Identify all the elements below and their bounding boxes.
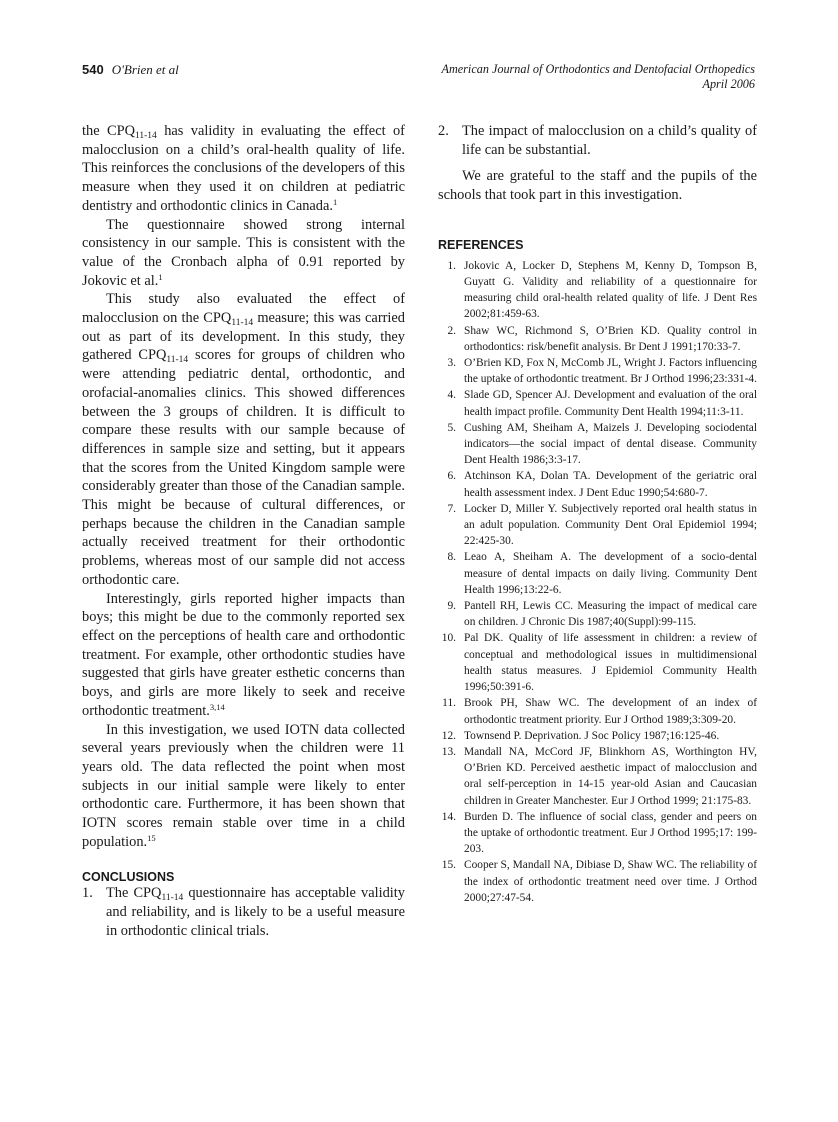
conclusions-heading: CONCLUSIONS (82, 870, 175, 885)
reference-number: 13. (441, 745, 456, 758)
reference-item (438, 728, 757, 744)
reference-item (438, 468, 757, 500)
reference-item (438, 809, 757, 858)
reference-number: 11. (442, 697, 456, 710)
reference-number: 4. (447, 389, 456, 402)
reference-number: 7. (447, 502, 456, 515)
page-number: 540 (82, 62, 104, 77)
reference-text: Pantell RH, Lewis CC. Measuring the impact of medical care on children. J Chronic Dis 1987;40(Suppl):99-115. (464, 600, 757, 629)
running-header-right (442, 62, 755, 92)
reference-text: Mandall NA, McCord JF, Blinkhorn AS, Worthington HV, O’Brien KD. Perceived aesthetic impact of malocclusion and oral self-perception in 14-15 year-old Asian and Caucasian children in Greater Manchester. Eur J Orthod 1999; 21:175-83. (464, 745, 757, 807)
conclusion-item (82, 884, 405, 940)
reference-text: Shaw WC, Richmond S, O’Brien KD. Quality control in orthodontics: risk/benefit analysis. Br Dent J 1991;170:33-7. (464, 324, 757, 353)
paragraph (82, 290, 405, 589)
paragraph (82, 216, 405, 291)
reference-text: Pal DK. Quality of life assessment in children: a review of conceptual and methodological issues in multidimensional health status measures. J Epidemiol Community Health 1996;50:391-6. (464, 632, 757, 694)
reference-item (438, 598, 757, 630)
left-column (82, 122, 405, 941)
reference-text: Locker D, Miller Y. Subjectively reported oral health status in an adult population. Community Dent Oral Epidemiol 1994; 22:425-30. (464, 502, 757, 548)
running-authors: O'Brien et al (111, 62, 179, 77)
reference-text: Slade GD, Spencer AJ. Development and evaluation of the oral health impact profile. Community Dent Health 1994;11:3-11. (464, 389, 757, 418)
reference-item (438, 549, 757, 598)
text-run: The impact of malocclusion on a child’s quality of life can be substantial. (462, 123, 757, 158)
reference-item (438, 387, 757, 419)
reference-number: 3. (447, 357, 456, 370)
text-run: The CPQ (106, 885, 162, 902)
reference-number: 9. (447, 600, 456, 613)
reference-item (438, 695, 757, 727)
citation-superscript: 1 (158, 271, 163, 282)
text-run: This study also evaluated the effect of malocclusion on the CPQ (82, 291, 405, 327)
item-number: 1. (82, 885, 93, 902)
reference-text: O’Brien KD, Fox N, McComb JL, Wright J. Factors influencing the uptake of orthodontic treatment. Br J Orthod 1996;23:331-4. (464, 357, 757, 386)
conclusion-row (438, 122, 757, 159)
conclusion-row (82, 884, 405, 940)
running-header-left (82, 62, 179, 78)
reference-number: 1. (447, 259, 456, 272)
reference-text: Cushing AM, Sheiham A, Maizels J. Developing sociodental indicators—the social impact of dental disease. Community Dent Health 1986;3:3-17. (464, 421, 757, 467)
text-run: In this investigation, we used IOTN data collected several years previously when the children were 11 years old. The data reflected the point when most subjects in our initial sample were likely to enter orthodontic care. Furthermore, it has been shown that IOTN scores remain stable over time in a child population. (82, 721, 405, 850)
reference-number: 8. (447, 551, 456, 564)
text-run: the CPQ (82, 123, 135, 139)
text-run: measure; this was carried out as part of its development. In this study, they gathered CPQ (82, 310, 405, 364)
reference-item (438, 420, 757, 469)
reference-number: 12. (441, 729, 456, 742)
citation-superscript: 3,14 (209, 701, 225, 712)
item-text (106, 884, 405, 940)
reference-text: Townsend P. Deprivation. J Soc Policy 1987;16:125-46. (464, 729, 720, 742)
reference-item (438, 258, 757, 323)
reference-item (438, 501, 757, 550)
reference-number: 15. (441, 859, 456, 872)
citation-superscript: 1 (332, 196, 338, 207)
text-run: Interestingly, girls reported higher impacts than boys; this might be due to the commonly reported sex effect on the perceptions of health care and orthodontic treatment. For example, other orthodontic studies have suggested that girls have greater esthetic concerns than boys, and girls are more likely to seek and receive orthodontic treatment. (82, 590, 405, 719)
reference-item (438, 355, 757, 387)
references-heading: REFERENCES (438, 237, 524, 252)
reference-text: Jokovic A, Locker D, Stephens M, Kenny D, Tompson B, Guyatt G. Validity and reliability of a questionnaire for measuring child oral-health related quality of life. J Dent Res 2002;81:459-63. (464, 259, 757, 321)
reference-number: 14. (441, 810, 456, 823)
reference-item (438, 630, 757, 695)
acknowledgment: We are grateful to the staff and the pupils of the schools that took part in this investigation. (438, 168, 757, 204)
text-run: questionnaire has acceptable validity and reliability, and is likely to be a useful measure in orthodontic clinical trials. (106, 885, 405, 939)
issue-date: April 2006 (702, 77, 755, 91)
right-column (438, 122, 757, 906)
reference-number: 10. (441, 632, 456, 645)
subscript: 11-14 (231, 318, 254, 329)
item-text (462, 122, 757, 159)
reference-item (438, 323, 757, 355)
subscript: 11-14 (134, 131, 157, 141)
journal-name: American Journal of Orthodontics and Dentofacial Orthopedics (441, 62, 755, 76)
text-run: scores for groups of children who were attending pediatric dental, orthodontic, and orofacial-anomalies clinics. This showed differences between the 3 groups of children. It is difficult to compare these results with our sample because of differences in sample size and setting, but it appears that the scores from the United Kingdom sample were considerably greater than those of the Canadian sample. This might be because of cultural differences, or perhaps because the children in the Canadian sample actually received treatment for their orthodontic problems, whereas most of our sample did not access orthodontic care. (82, 347, 406, 588)
text-run: The questionnaire showed strong internal consistency in our sample. This is consistent with the value of the Cronbach alpha of 0.91 reported by Jokovic et al. (82, 216, 405, 289)
text-run: has validity in evaluating the effect of malocclusion on a child’s oral-health quality of life. This reinforces the conclusions of the developers of this measure when they used it on children at pediatric dentistry and orthodontic clinics in Canada. (82, 123, 405, 214)
paragraph (82, 721, 405, 852)
discussion-text (82, 122, 405, 851)
reference-item (438, 857, 757, 906)
conclusion-item (438, 122, 757, 159)
reference-number: 5. (447, 421, 456, 434)
subscript: 11-14 (166, 355, 189, 366)
reference-list (438, 258, 757, 906)
reference-text: Leao A, Sheiham A. The development of a socio-dental measure of dental impacts on daily living. Community Dent Health 1996;13:22-6. (464, 551, 757, 596)
reference-text: Brook PH, Shaw WC. The development of an index of orthodontic treatment priority. Eur J Orthod 1989;3:309-20. (464, 697, 757, 726)
reference-text: Burden D. The influence of social class, gender and peers on the uptake of orthodontic treatment. Eur J Orthod 1995;17: 199-203. (464, 810, 757, 856)
reference-text: Cooper S, Mandall NA, Dibiase D, Shaw WC. The reliability of the index of orthodontic treatment need over time. J Orthod 2000;27:47-54. (464, 859, 757, 904)
reference-number: 2. (447, 324, 456, 337)
citation-superscript: 15 (147, 832, 156, 843)
subscript: 11-14 (161, 893, 184, 904)
paragraph (82, 590, 405, 721)
item-number: 2. (438, 123, 449, 139)
reference-item (438, 744, 757, 809)
reference-text: Atchinson KA, Dolan TA. Development of the geriatric oral health assessment index. J Dent Educ 1990;54:680-7. (464, 470, 757, 499)
reference-number: 6. (447, 470, 456, 483)
paragraph (82, 122, 405, 216)
